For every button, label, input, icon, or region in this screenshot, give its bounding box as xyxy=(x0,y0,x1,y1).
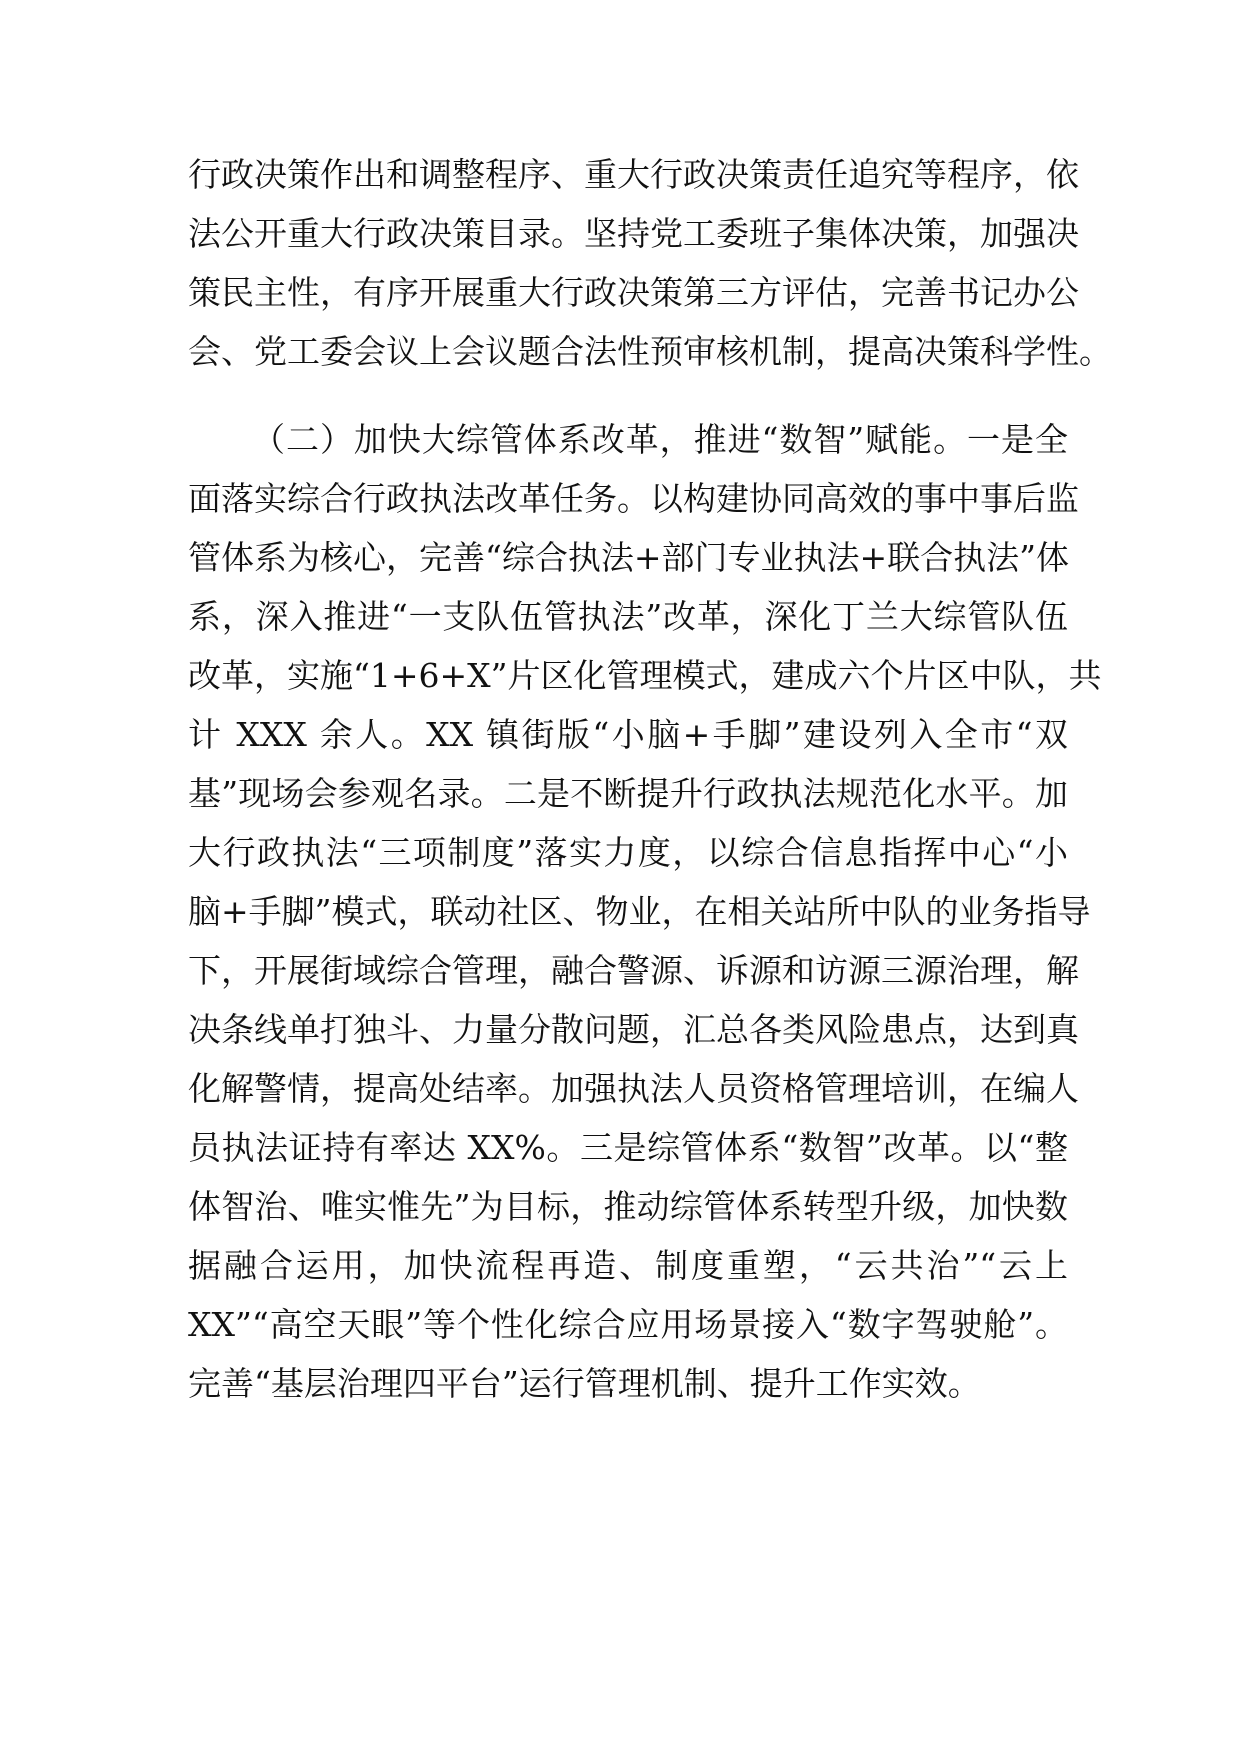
text-line: XX”“高空天眼”等个性化综合应用场景接入“数字驾驶舱”。 xyxy=(188,1305,1068,1344)
text-line: 行政决策作出和调整程序、重大行政决策责任追究等程序，依 xyxy=(188,155,1079,194)
text-line: 体智治、唯实惟先”为目标，推动综管体系转型升级，加快数 xyxy=(188,1187,1068,1226)
text-line: 完善“基层治理四平台”运行管理机制、提升工作实效。 xyxy=(188,1364,981,1403)
text-line: 员执法证持有率达 XX%。三是综管体系“数智”改革。以“整 xyxy=(188,1128,1068,1167)
text-line: 法公开重大行政决策目录。坚持党工委班子集体决策，加强决 xyxy=(188,214,1079,253)
text-line: 基”现场会参观名录。二是不断提升行政执法规范化水平。加 xyxy=(188,774,1068,813)
text-line: 会、党工委会议上会议题合法性预审核机制，提高决策科学性。 xyxy=(188,332,1112,371)
text-line: 策民主性，有序开展重大行政决策第三方评估，完善书记办公 xyxy=(188,273,1079,312)
text-line: 据融合运用，加快流程再造、制度重塑，“云共治”“云上 xyxy=(188,1246,1068,1285)
text-line: 决条线单打独斗、力量分散问题，汇总各类风险患点，达到真 xyxy=(188,1010,1079,1049)
text-line: 下，开展街域综合管理，融合警源、诉源和访源三源治理，解 xyxy=(188,951,1079,990)
text-line: 系，深入推进“一支队伍管执法”改革，深化丁兰大综管队伍 xyxy=(188,597,1068,636)
text-line: 计 XXX 余人。XX 镇街版“小脑+手脚”建设列入全市“双 xyxy=(188,715,1068,754)
text-line: 大行政执法“三项制度”落实力度，以综合信息指挥中心“小 xyxy=(188,833,1068,872)
text-line: 化解警情，提高处结率。加强执法人员资格管理培训，在编人 xyxy=(188,1069,1079,1108)
text-line: 改革，实施“1+6+X”片区化管理模式，建成六个片区中队，共 xyxy=(188,656,1102,695)
text-line: 脑+手脚”模式，联动社区、物业，在相关站所中队的业务指导 xyxy=(188,892,1091,931)
text-line: （二）加快大综管体系改革，推进“数智”赋能。一是全 xyxy=(252,420,1068,459)
text-line: 管体系为核心，完善“综合执法+部门专业执法+联合执法”体 xyxy=(188,538,1070,577)
text-line: 面落实综合行政执法改革任务。以构建协同高效的事中事后监 xyxy=(188,479,1079,518)
